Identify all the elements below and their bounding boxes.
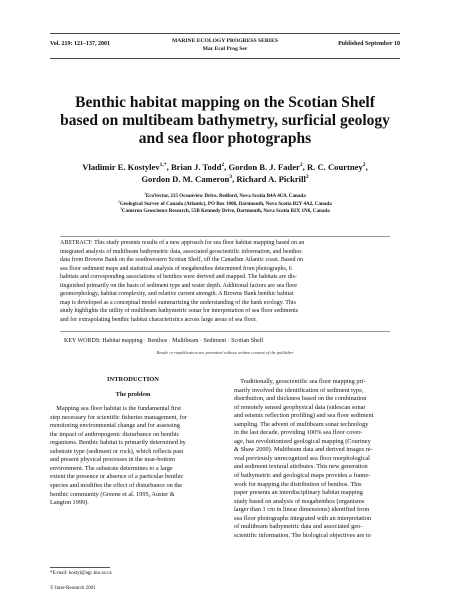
abstract-line: geomorphology, habitat complexity, and relative current strength. A Browns Bank benthic habitat — [60, 291, 294, 298]
body-line: sea floor photographs integrated with an interpretation — [234, 514, 372, 522]
abstract-line: and for extrapolating benthic habitat characteristics across large areas of sea floor. — [60, 316, 257, 323]
author-affil-mark: 2 — [299, 162, 303, 169]
author-name: Gordon D. M. Cameron — [141, 174, 230, 184]
author-line-1 — [50, 161, 400, 173]
section-heading: INTRODUCTION — [106, 376, 159, 383]
abstract-line: ABSTRACT: This study presents results of a new approach for sea floor habitat mapping based on an — [60, 240, 305, 246]
journal-abbrev: Mar Ecol Prog Ser — [202, 46, 248, 52]
body-line: paper presents an interdisciplinary habitat mapping — [234, 489, 363, 497]
affil-text: Cameron Geoscience Research, 55B Kennedy Drive, Dartmouth, Nova Scotia B2X 1N6, Canada — [121, 208, 330, 215]
body-line: and seismic reflection profiling) and sea floor sediment — [234, 412, 374, 420]
author-affil-mark: 2 — [305, 174, 309, 181]
body-line: step necessary for scientific fisheries management, for — [50, 413, 187, 421]
author-separator: , — [365, 162, 368, 172]
body-line: and present physical processes in the near-bottom — [50, 456, 176, 464]
abstract-line: sea floor sediment maps and statistical analysis of megabenthos determined from photographs, 6 — [60, 265, 292, 272]
affiliations — [50, 193, 400, 216]
right-column — [234, 378, 400, 540]
abstract-line: habitats and corresponding associations of benthos were derived and mapped. The habitats are dis- — [60, 274, 297, 281]
abstract-line: data from Browns Bank on the southwestern Scotian Shelf, off the Canadian Atlantic coast. Based on — [60, 257, 304, 264]
keywords: KEY WORDS: Habitat mapping · Benthos · Multibeam · Sediment · Scotian Shelf — [64, 338, 264, 344]
body-line: veal previously unrecognized sea floor morphological — [234, 454, 370, 462]
body-line: & Shaw 2000). Multibeam data and derived images re- — [234, 446, 373, 454]
affiliation — [50, 193, 400, 201]
abstract-line: tinguished primarily on the basis of sediment type and water depth. Additional factors are sea floor — [60, 282, 298, 289]
affil-number: 3 — [120, 206, 122, 211]
left-column — [50, 376, 216, 508]
author-name: , Gordon B. J. Fader — [224, 162, 300, 172]
affil-number: 2 — [118, 198, 120, 203]
body-line: species and modifies the effect of disturbance on the — [50, 482, 183, 490]
republication-notice: Resale or republication not permitted without written consent of the publisher — [156, 350, 294, 355]
body-line: scientific information. The biological objectives are to — [234, 531, 371, 539]
author-affil-mark: 3 — [229, 174, 233, 181]
paper-title — [50, 94, 400, 148]
abstract — [60, 236, 390, 332]
affil-text: Geological Survey of Canada (Atlantic), PO Box 1006, Dartmouth, Nova Scotia B2Y 4A2, Canada — [119, 200, 332, 207]
author-list — [50, 161, 400, 185]
body-line: and sediment textural attributes. This new generation — [234, 463, 368, 471]
body-line: substrate type (sediment or rock), which reflects past — [50, 447, 184, 455]
title-line: Benthic habitat mapping on the Scotian Shelf — [75, 94, 375, 111]
published-date: Published September 10 — [338, 41, 400, 47]
body-line: Langton 1999). — [50, 499, 89, 507]
body-line: distribution, and thickness based on the combination — [234, 395, 367, 403]
journal-name: MARINE ECOLOGY PROGRESS SERIES — [172, 38, 278, 44]
author-affil-mark: 2 — [362, 162, 366, 169]
title-line: and sea floor photographs — [138, 130, 312, 147]
body-line: of remotely sensed geophysical data (sidescan sonar — [234, 403, 366, 411]
footnote-rule — [50, 567, 110, 568]
body-line: extent the presence or absence of a particular benthic — [50, 473, 184, 481]
title-line: based on multibeam bathymetry, surficial geology — [60, 112, 390, 129]
body-line: benthic community (Greene et al. 1995, Auster & — [50, 490, 175, 498]
footnote-email: *E-mail: kostyl@agc.bio.ns.ca — [50, 571, 112, 576]
body-line: work for mapping the distribution of benthos. This — [234, 480, 362, 488]
abstract-line: study highlights the utility of multibeam bathymetric sonar for interpretation of sea floor sediments — [60, 308, 299, 315]
body-line: sampling. The advent of multibeam sonar technology — [234, 420, 369, 428]
body-line: Mapping sea floor habitat is the fundamental first — [50, 405, 181, 413]
body-line: in the last decade, providing 100% sea floor cover- — [234, 429, 363, 437]
body-line: marily involved the identification of sediment type, — [234, 386, 364, 394]
body-line: age, has revolutionized geological mapping (Courtney — [234, 437, 371, 445]
subsection-heading: The problem — [115, 390, 151, 398]
body-line: the impact of anthropogenic disturbance on benthic — [50, 430, 180, 438]
body-line: of bathymetric and geological maps provides a frame- — [234, 472, 371, 480]
abstract-line: map is developed as a conceptual model summarizing the understanding of the bank ecology. This — [60, 299, 296, 306]
volume-info: Vol. 219: 121–137, 2001 — [50, 41, 110, 47]
journal-header — [50, 33, 400, 59]
body-line: of multibeam bathymetric data and associated geo- — [234, 523, 363, 531]
body-line: study based on analysis of megabenthos (organisms — [234, 497, 365, 505]
body-line: Traditionally, geoscientific sea floor mapping pri- — [234, 378, 366, 385]
affiliation — [50, 208, 400, 216]
author-name: , R. C. Courtney — [302, 162, 363, 172]
affil-number: 1 — [144, 191, 146, 196]
abstract-line: integrated analysis of multibeam bathymetric data, associated geoscientific information, and benthos — [60, 248, 302, 255]
footnote — [50, 567, 216, 576]
author-line-2 — [50, 173, 400, 185]
author-affil-mark: 1,* — [159, 162, 167, 169]
copyright: © Inter-Research 2001 — [50, 586, 96, 591]
body-line: environment. The substrate determines to a large — [50, 464, 173, 472]
affil-text: EcoVector, 215 Oceanview Drive, Bedford, Nova Scotia B4A 4G9, Canada — [145, 193, 306, 199]
body-line: monitoring environmental change and for assessing — [50, 422, 180, 430]
author-affil-mark: 2 — [221, 162, 225, 169]
author-name: , Richard A. Pickrill — [232, 174, 306, 184]
author-name: , Brian J. Todd — [166, 162, 222, 172]
author-name: Vladimir E. Kostylev — [82, 162, 160, 172]
body-line: larger than 1 cm in linear dimensions) identified from — [234, 506, 370, 514]
body-line: organisms. Benthic habitat is primarily determined by — [50, 439, 186, 447]
